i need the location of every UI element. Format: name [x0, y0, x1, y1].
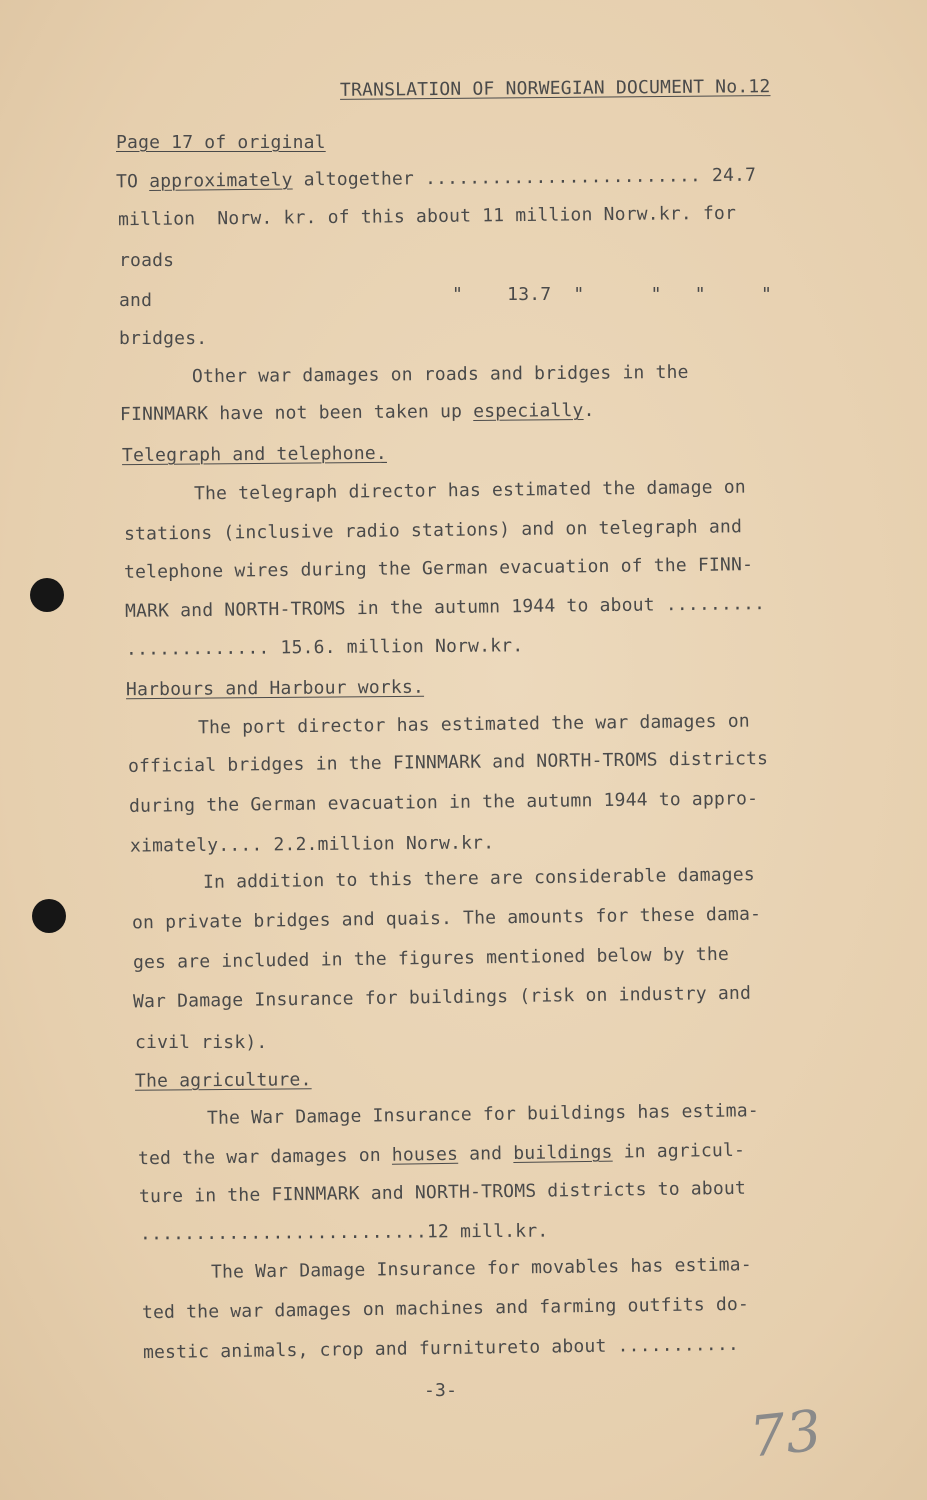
underlined-word: buildings	[513, 1141, 613, 1164]
text-line: ges are included in the figures mentioned below by the	[132, 943, 730, 974]
page-number: -3-	[424, 1380, 458, 1401]
text-line	[120, 400, 595, 426]
text-line: The War Damage Insurance for buildings has estima-	[206, 1100, 759, 1129]
text-line: The War Damage Insurance for movables has estima-	[210, 1254, 752, 1283]
text-segment: FINNMARK have not been taken up	[119, 400, 474, 426]
text-segment: and	[457, 1142, 514, 1165]
text-segment: ted the war damages on	[137, 1144, 393, 1170]
text-segment: .	[583, 399, 595, 422]
text-line: ture in the FINNMARK and NORTH-TROMS districts to about	[138, 1177, 747, 1208]
text-line	[138, 1140, 745, 1170]
text-line: In addition to this there are considerable damages	[202, 864, 755, 893]
text-line: The telegraph director has estimated the damage on	[193, 476, 746, 505]
text-line: ted the war damages on machines and farming outfits do-	[141, 1293, 750, 1324]
text-line: War Damage Insurance for buildings (risk on industry and	[132, 982, 752, 1013]
text-line: The port director has estimated the war damages on	[197, 710, 750, 739]
text-line: Other war damages on roads and bridges in the	[191, 361, 689, 388]
handwritten-page-number: 73	[746, 1398, 825, 1471]
ditto-marks: " 13.7 " " " "	[452, 284, 773, 305]
section-heading-harbours: Harbours and Harbour works.	[125, 676, 425, 701]
punch-hole-top	[30, 578, 64, 612]
underlined-word: approximately	[149, 169, 293, 193]
text-line: ..........................12 mill.kr.	[139, 1220, 549, 1245]
text-line	[116, 165, 756, 194]
document-header-title: TRANSLATION OF NORWEGIAN DOCUMENT No.12	[339, 76, 771, 101]
text-line: telephone wires during the German evacuation of the FINN-	[123, 554, 754, 583]
text-line: on private bridges and quais. The amounts for these dama-	[131, 903, 762, 934]
text-line: ximately.... 2.2.million Norw.kr.	[129, 832, 495, 857]
text-line: bridges.	[119, 328, 208, 349]
punch-hole-bottom	[32, 899, 66, 933]
text-line: official bridges in the FINNMARK and NORTH-TROMS districts	[127, 748, 769, 777]
text-line: and	[119, 290, 153, 311]
text-segment: TO	[115, 171, 150, 193]
text-line: during the German evacuation in the autumn 1944 to appro-	[128, 788, 759, 817]
text-line: civil risk).	[135, 1032, 268, 1053]
underlined-word: houses	[391, 1143, 459, 1166]
underlined-word: especially	[473, 400, 584, 422]
text-line: roads	[119, 250, 175, 271]
text-segment: altogether ......................... 24.7	[292, 164, 757, 191]
text-line: million Norw. kr. of this about 11 million Norw.kr. for	[117, 202, 737, 231]
text-line: stations (inclusive radio stations) and on telegraph and	[123, 516, 743, 545]
page-reference: Page 17 of original	[116, 132, 326, 153]
text-line: mestic animals, crop and furnitureto about ...........	[142, 1333, 740, 1364]
section-heading-telegraph: Telegraph and telephone.	[121, 442, 387, 467]
section-heading-agriculture: The agriculture.	[134, 1069, 312, 1092]
text-line: MARK and NORTH-TROMS in the autumn 1944 to about .........	[124, 593, 766, 622]
text-line: ............. 15.6. million Norw.kr.	[125, 635, 524, 660]
text-segment: in agricul-	[612, 1139, 746, 1163]
